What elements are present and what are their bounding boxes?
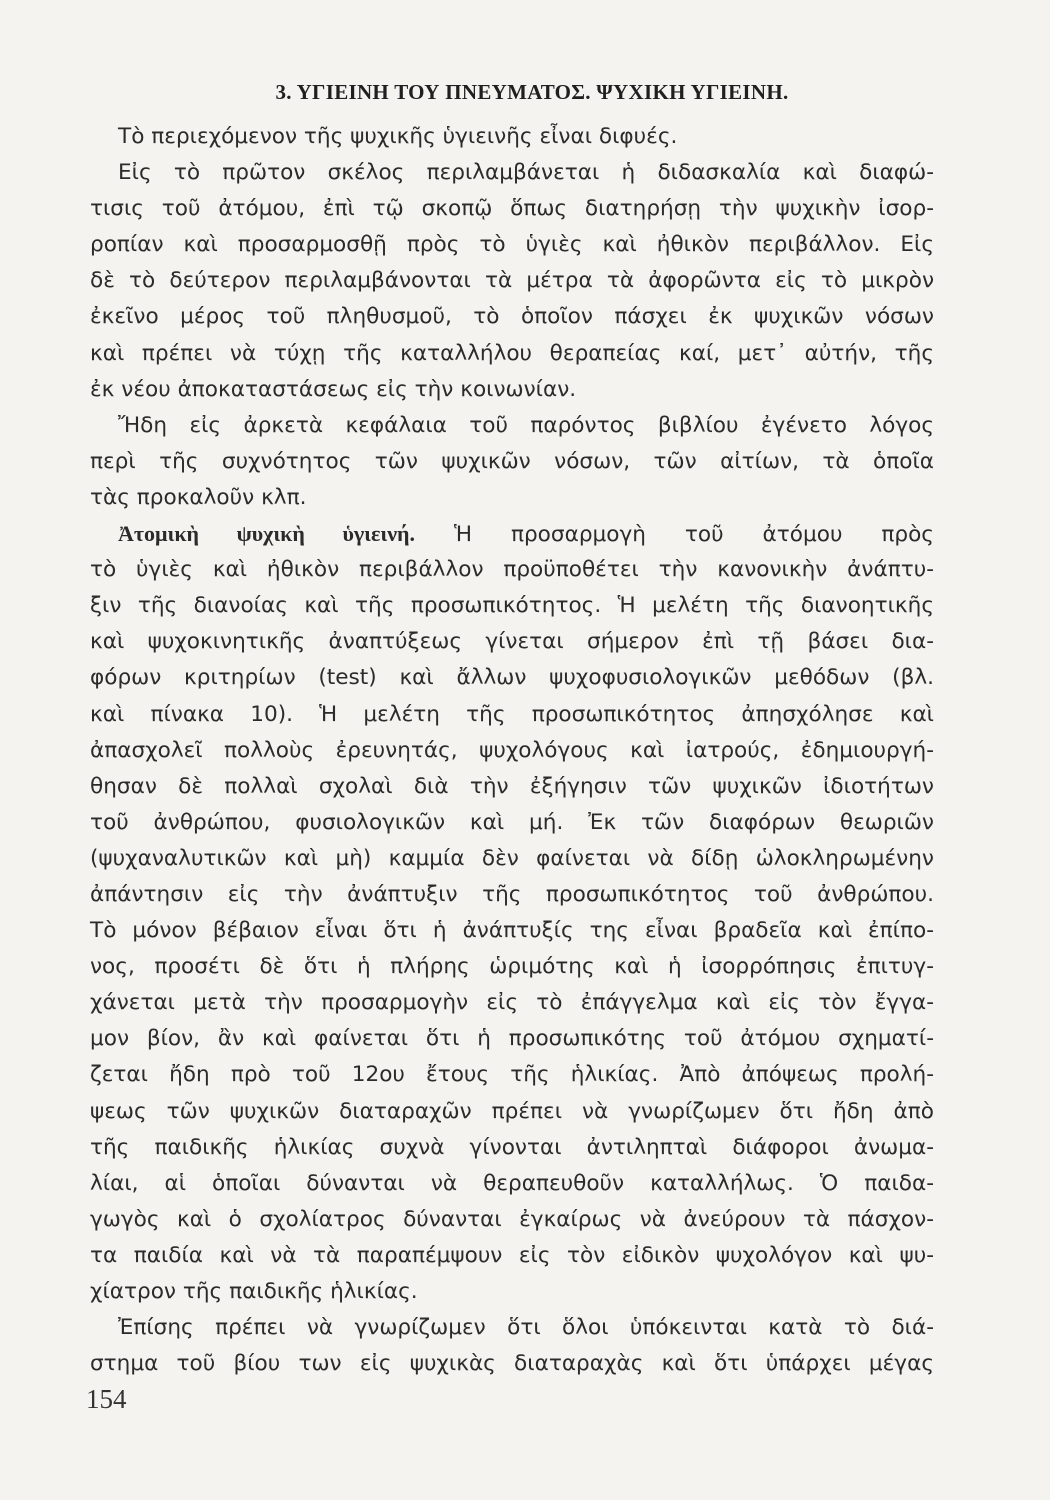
text-line: ροπίαν καὶ προσαρμοσθῇ πρὸς τὸ ὑγιὲς καὶ ἠθικὸν περιβάλλον. Εἰς — [90, 232, 934, 258]
text-line: ἐκεῖνο μέρος τοῦ πληθυσμοῦ, τὸ ὁποῖον πάσχει ἐκ ψυχικῶν νόσων — [90, 304, 934, 330]
text-line: τα παιδία καὶ νὰ τὰ παραπέμψουν εἰς τὸν εἰδικὸν ψυχολόγον καὶ ψυ- — [90, 1242, 934, 1268]
text-line: φόρων κριτηρίων (test) καὶ ἄλλων ψυχοφυσιολογικῶν μεθόδων (βλ. — [90, 665, 934, 691]
page-number: 154 — [86, 1384, 127, 1414]
text-line: Εἰς τὸ πρῶτον σκέλος περιλαμβάνεται ἡ διδασκαλία καὶ διαφώ- — [118, 160, 934, 186]
text-line: λίαι, αἱ ὁποῖαι δύνανται νὰ θεραπευθοῦν καταλλήλως. Ὁ παιδα- — [90, 1170, 934, 1196]
page-content — [90, 80, 934, 1382]
text-line: ψεως τῶν ψυχικῶν διαταραχῶν πρέπει νὰ γνωρίζωμεν ὅτι ἤδη ἀπὸ — [90, 1098, 934, 1124]
text-line: καὶ ψυχοκινητικῆς ἀναπτύξεως γίνεται σήμερον ἐπὶ τῇ βάσει δια- — [90, 629, 934, 655]
text-line — [90, 516, 934, 552]
text-line: περὶ τῆς συχνότητος τῶν ψυχικῶν νόσων, τῶν αἰτίων, τὰ ὁποῖα — [90, 448, 934, 474]
text-line: καὶ πρέπει νὰ τύχῃ τῆς καταλλήλου θεραπείας καί, μετ᾽ αὐτήν, τῆς — [90, 340, 934, 366]
text-line: νος, προσέτι δὲ ὅτι ἡ πλήρης ὡριμότης καὶ ἡ ἰσορρόπησις ἐπιτυγ- — [90, 954, 934, 980]
text-line: ξιν τῆς διανοίας καὶ τῆς προσωπικότητος. Ἡ μελέτη τῆς διανοητικῆς — [90, 593, 934, 619]
text-line: τὰς προκαλοῦν κλπ. — [90, 484, 307, 510]
text-line: δὲ τὸ δεύτερον περιλαμβάνονται τὰ μέτρα τὰ ἀφορῶντα εἰς τὸ μικρὸν — [90, 268, 934, 294]
text-line: χίατρον τῆς παιδικῆς ἡλικίας. — [90, 1279, 418, 1304]
text-line: Ἤδη εἰς ἀρκετὰ κεφάλαια τοῦ παρόντος βιβλίου ἐγένετο λόγος — [118, 412, 934, 438]
text-line: ζεται ἤδη πρὸ τοῦ 12ου ἔτους τῆς ἡλικίας. Ἀπὸ ἀπόψεως προλή- — [90, 1062, 934, 1088]
text-fragment: Ἡ προσαρμογὴ τοῦ ἀτόμου πρὸς — [453, 522, 934, 548]
text-line: ἀπάντησιν εἰς τὴν ἀνάπτυξιν τῆς προσωπικότητος τοῦ ἀνθρώπου. — [90, 881, 934, 907]
text-line: (ψυχαναλυτικῶν καὶ μὴ) καμμία δὲν φαίνεται νὰ δίδῃ ὡλοκληρωμένην — [90, 845, 934, 871]
section-heading: 3. ΥΓΙΕΙΝΗ ΤΟΥ ΠΝΕΥΜΑΤΟΣ. ΨΥΧΙΚΗ ΥΓΙΕΙΝΗ. — [275, 80, 789, 104]
text-line: τὸ ὑγιὲς καὶ ἠθικὸν περιβάλλον προϋποθέτει τὴν κανονικὴν ἀνάπτυ- — [90, 557, 934, 583]
text-line: ἐκ νέου ἀποκαταστάσεως εἰς τὴν κοινωνίαν. — [90, 376, 577, 402]
text-line: τοῦ ἀνθρώπου, φυσιολογικῶν καὶ μή. Ἐκ τῶν διαφόρων θεωριῶν — [90, 809, 934, 835]
text-line: Τὸ περιεχόμενον τῆς ψυχικῆς ὑγιεινῆς εἶναι διφυές. — [118, 124, 678, 149]
body-text — [90, 119, 934, 1382]
text-line: τισις τοῦ ἀτόμου, ἐπὶ τῷ σκοπῷ ὅπως διατηρήσῃ τὴν ψυχικὴν ἰσορ- — [90, 196, 934, 222]
text-line: Τὸ μόνον βέβαιον εἶναι ὅτι ἡ ἀνάπτυξίς της εἶναι βραδεῖα καὶ ἐπίπο- — [90, 918, 934, 944]
text-line: στημα τοῦ βίου των εἰς ψυχικὰς διαταραχὰς καὶ ὅτι ὑπάρχει μέγας — [90, 1351, 934, 1377]
text-line: τῆς παιδικῆς ἡλικίας συχνὰ γίνονται ἀντιληπταὶ διάφοροι ἀνωμα- — [90, 1134, 934, 1160]
text-line: χάνεται μετὰ τὴν προσαρμογὴν εἰς τὸ ἐπάγγελμα καὶ εἰς τὸν ἔγγα- — [90, 990, 934, 1016]
text-line: ἀπασχολεῖ πολλοὺς ἐρευνητάς, ψυχολόγους καὶ ἰατρούς, ἐδημιουργή- — [90, 737, 934, 763]
text-line: θησαν δὲ πολλαὶ σχολαὶ διὰ τὴν ἐξήγησιν τῶν ψυχικῶν ἰδιοτήτων — [90, 773, 934, 799]
text-line: μον βίον, ἂν καὶ φαίνεται ὅτι ἡ προσωπικότης τοῦ ἀτόμου σχηματί- — [90, 1026, 934, 1052]
text-line: καὶ πίνακα 10). Ἡ μελέτη τῆς προσωπικότητος ἀπησχόλησε καὶ — [90, 701, 934, 727]
text-line: Ἐπίσης πρέπει νὰ γνωρίζωμεν ὅτι ὅλοι ὑπόκεινται κατὰ τὸ διά- — [118, 1315, 934, 1341]
subheading: Ἀτομικὴ ψυχικὴ ὑγιεινή. — [118, 521, 416, 547]
text-line: γωγὸς καὶ ὁ σχολίατρος δύνανται ἐγκαίρως νὰ ἀνεύρουν τὰ πάσχον- — [90, 1206, 934, 1232]
